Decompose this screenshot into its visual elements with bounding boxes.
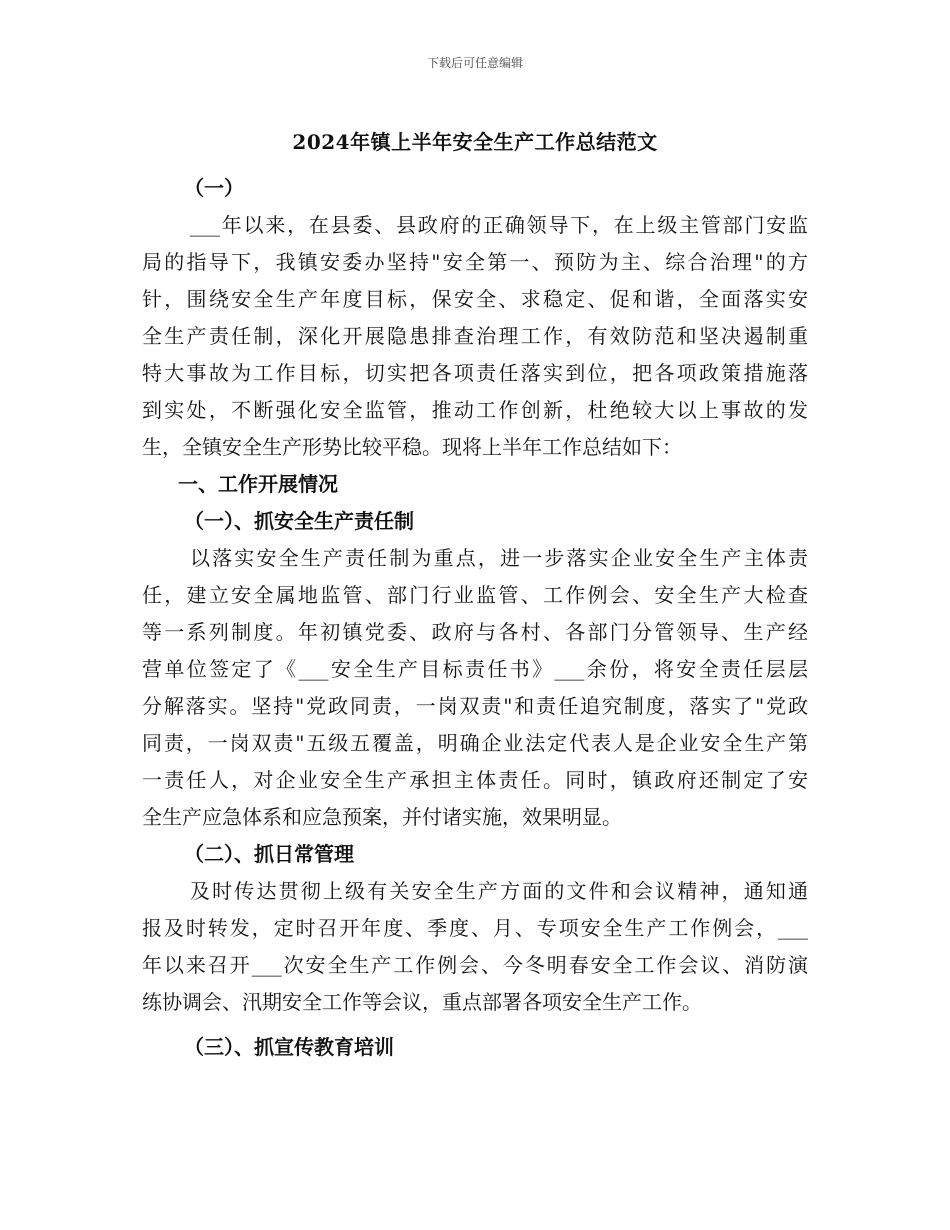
- paragraph-line: 局的指导下，我镇安委办坚持"安全第一、预防为主、综合治理"的方: [142, 250, 808, 274]
- paragraph-line: 特大事故为工作目标，切实把各项责任落实到位，把各项政策措施落: [142, 361, 808, 385]
- paragraph-line: 一责任人，对企业安全生产承担主体责任。同时，镇政府还制定了安: [142, 768, 808, 792]
- paragraph-line: 到实处，不断强化安全监管，推动工作创新，杜绝较大以上事故的发: [142, 398, 808, 422]
- paragraph-line: 全生产应急体系和应急预案，并付诸实施，效果明显。: [142, 805, 622, 829]
- paragraph-line: 任，建立安全属地监管、部门行业监管、工作例会、安全生产大检查: [142, 583, 808, 607]
- paragraph-line: 同责，一岗双责"五级五覆盖，明确企业法定代表人是企业安全生产第: [142, 731, 808, 755]
- section-label: （一）: [184, 176, 244, 200]
- paragraph-line: 全生产责任制，深化开展隐患排查治理工作，有效防范和坚决遏制重: [142, 324, 808, 348]
- header-note: 下载后可任意编辑: [426, 56, 523, 70]
- intro-paragraph: [142, 207, 808, 466]
- document-body: [142, 170, 808, 1066]
- paragraph-line: 报及时转发，定时召开年度、季度、月、专项安全生产工作例会，___: [142, 916, 808, 940]
- paragraph-line: 练协调会、汛期安全工作等会议，重点部署各项安全生产工作。: [142, 990, 702, 1014]
- heading-work-status: 一、工作开展情况: [178, 472, 338, 496]
- document-title: 2024年镇上半年安全生产工作总结范文: [292, 130, 658, 154]
- paragraph-line: 针，围绕安全生产年度目标，保安全、求稳定、促和谐，全面落实安: [142, 287, 808, 311]
- responsibility-paragraph: [142, 540, 808, 836]
- paragraph-line: ___年以来，在县委、县政府的正确领导下，在上级主管部门安监: [190, 213, 808, 237]
- paragraph-line: 及时传达贯彻上级有关安全生产方面的文件和会议精神，通知通: [190, 879, 808, 903]
- paragraph-line: 营单位签定了《___安全生产目标责任书》___余份，将安全责任层层: [142, 657, 808, 681]
- paragraph-line: 分解落实。坚持"党政同责，一岗双责"和责任追究制度，落实了"党政: [142, 694, 808, 718]
- paragraph-line: 等一系列制度。年初镇党委、政府与各村、各部门分管领导、生产经: [142, 620, 808, 644]
- paragraph-line: 以落实安全生产责任制为重点，进一步落实企业安全生产主体责: [190, 546, 808, 570]
- paragraph-line: 年以来召开___次安全生产工作例会、今冬明春安全工作会议、消防演: [142, 953, 808, 977]
- paragraph-line: 生，全镇安全生产形势比较平稳。现将上半年工作总结如下：: [142, 435, 682, 459]
- subheading-education-training: （三）、抓宣传教育培训: [184, 1035, 394, 1059]
- subheading-responsibility: （一）、抓安全生产责任制: [184, 509, 414, 533]
- subheading-daily-management: （二）、抓日常管理: [184, 842, 354, 866]
- spacer: [142, 1021, 808, 1029]
- daily-management-paragraph: [142, 873, 808, 1021]
